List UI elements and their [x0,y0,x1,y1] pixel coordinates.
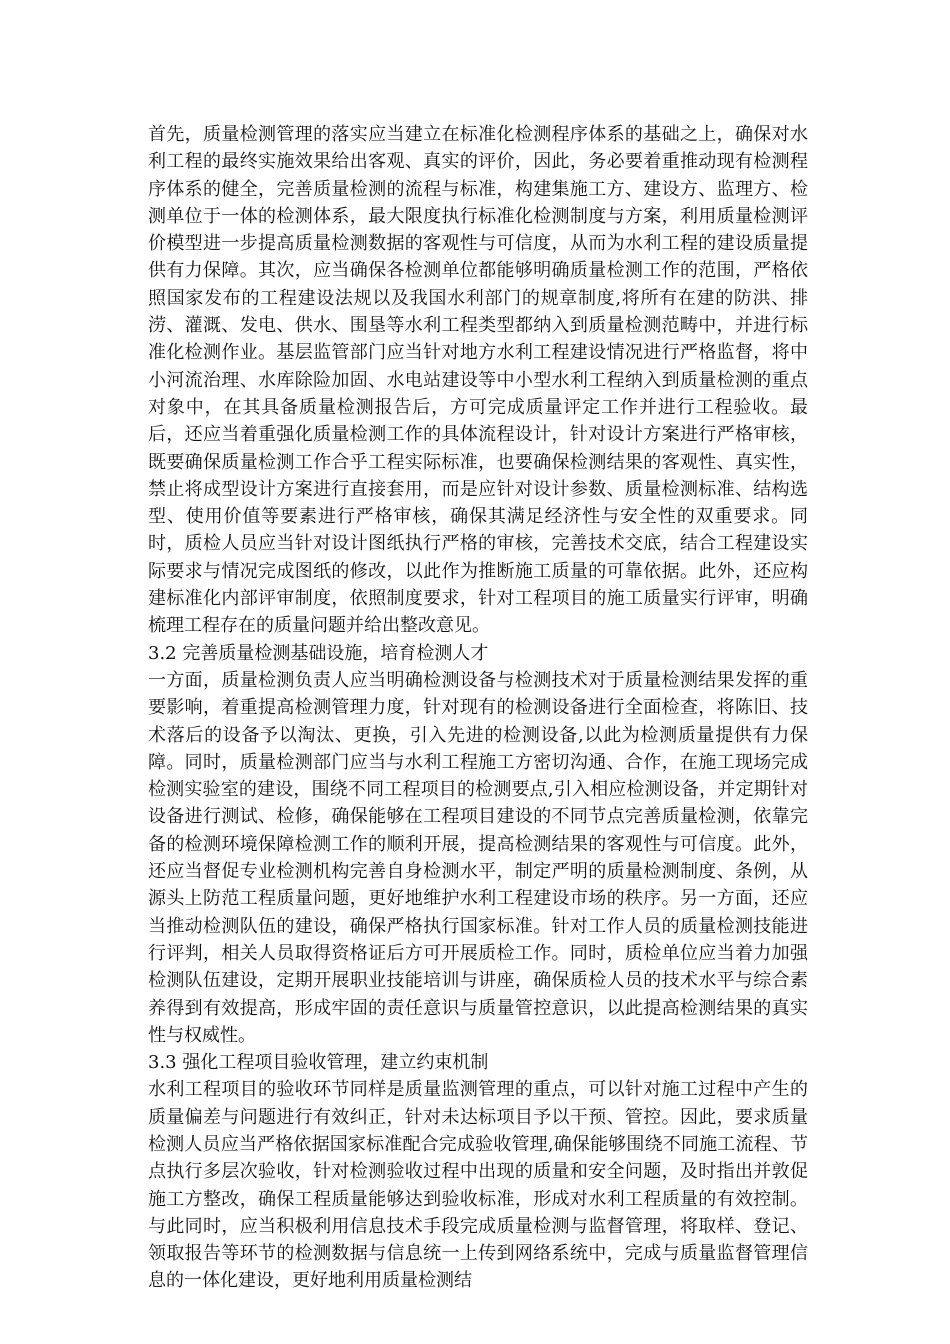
paragraph-quality-standardization: 首先，质量检测管理的落实应当建立在标准化检测程序体系的基础之上，确保对水利工程的最终实施效果给出客观、真实的评价，因此，务必要着重推动现有检测程序体系的健全，完善质量检测的流程与标准，构建集施工方、建设方、监理方、检测单位于一体的检测体系，最大限度执行标准化检测制度与方案，利用质量检测评价模型进一步提高质量检测数据的客观性与可信度，从而为水利工程的建设质量提供有力保障。其次，应当确保各检测单位都能够明确质量检测工作的范围，严格依照国家发布的工程建设法规以及我国水利部门的规章制度,将所有在建的防洪、排涝、灌溉、发电、供水、围垦等水利工程类型都纳入到质量检测范畴中，并进行标准化检测作业。基层监管部门应当针对地方水利工程建设情况进行严格监督，将中小河流治理、水库除险加固、水电站建设等中小型水利工程纳入到质量检测的重点对象中，在其具备质量检测报告后，方可完成质量评定工作并进行工程验收。最后，还应当着重强化质量检测工作的具体流程设计，针对设计方案进行严格审核，既要确保质量检测工作合乎工程实际标准，也要确保检测结果的客观性、真实性，禁止将成型设计方案进行直接套用，而是应针对设计参数、质量检测标准、结构选型、使用价值等要素进行严格审核，确保其满足经济性与安全性的双重要求。同时，质检人员应当针对设计图纸执行严格的审核，完善技术交底，结合工程建设实际要求与情况完成图纸的修改，以此作为推断施工质量的可靠依据。此外，还应构建标准化内部评审制度，依照制度要求，针对工程项目的施工质量实行评审，明确梳理工程存在的质量问题并给出整改意见。 [148,124,808,637]
section-heading-3-3: 3.3 强化工程项目验收管理，建立约束机制 [148,1052,489,1074]
paragraph-infrastructure-talent: 一方面，质量检测负责人应当明确检测设备与检测技术对于质量检测结果发挥的重要影响，着重提高检测管理力度，针对现有的检测设备进行全面检查，将陈旧、技术落后的设备予以淘汰、更换，引入先进的检测设备,以此为检测质量提供有力保障。同时，质量检测部门应当与水利工程施工方密切沟通、合作，在施工现场完成检测实验室的建设，围绕不同工程项目的检测要点,引入相应检测设备，并定期针对设备进行测试、检修，确保能够在工程项目建设的不同节点完善质量检测，依靠完备的检测环境保障检测工作的顺利开展，提高检测结果的客观性与可信度。此外，还应当督促专业检测机构完善自身检测水平，制定严明的质量检测制度、条例，从源头上防范工程质量问题，更好地维护水利工程建设市场的秩序。另一方面，还应当推动检测队伍的建设，确保严格执行国家标准。针对工作人员的质量检测技能进行评判，相关人员取得资格证后方可开展质检工作。同时，质检单位应当着力加强检测队伍建设，定期开展职业技能培训与讲座，确保质检人员的技术水平与综合素养得到有效提高，形成牢固的责任意识与质量管控意识，以此提高检测结果的真实性与权威性。 [148,669,808,1046]
section-heading-3-2: 3.2 完善质量检测基础设施，培育检测人才 [148,642,489,664]
document-body [148,121,808,1295]
paragraph-acceptance-management: 水利工程项目的验收环节同样是质量监测管理的重点，可以针对施工过程中产生的质量偏差与问题进行有效纠正，针对未达标项目予以干预、管控。因此，要求质量检测人员应当严格依据国家标准配合完成验收管理,确保能够围绕不同施工流程、节点执行多层次验收，针对检测验收过程中出现的质量和安全问题，及时指出并敦促施工方整改，确保工程质量能够达到验收标准，形成对水利工程质量的有效控制。与此同时，应当积极利用信息技术手段完成质量检测与监督管理，将取样、登记、领取报告等环节的检测数据与信息统一上传到网络系统中，完成与质量监督管理信息的一体化建设，更好地利用质量检测结 [148,1079,808,1292]
